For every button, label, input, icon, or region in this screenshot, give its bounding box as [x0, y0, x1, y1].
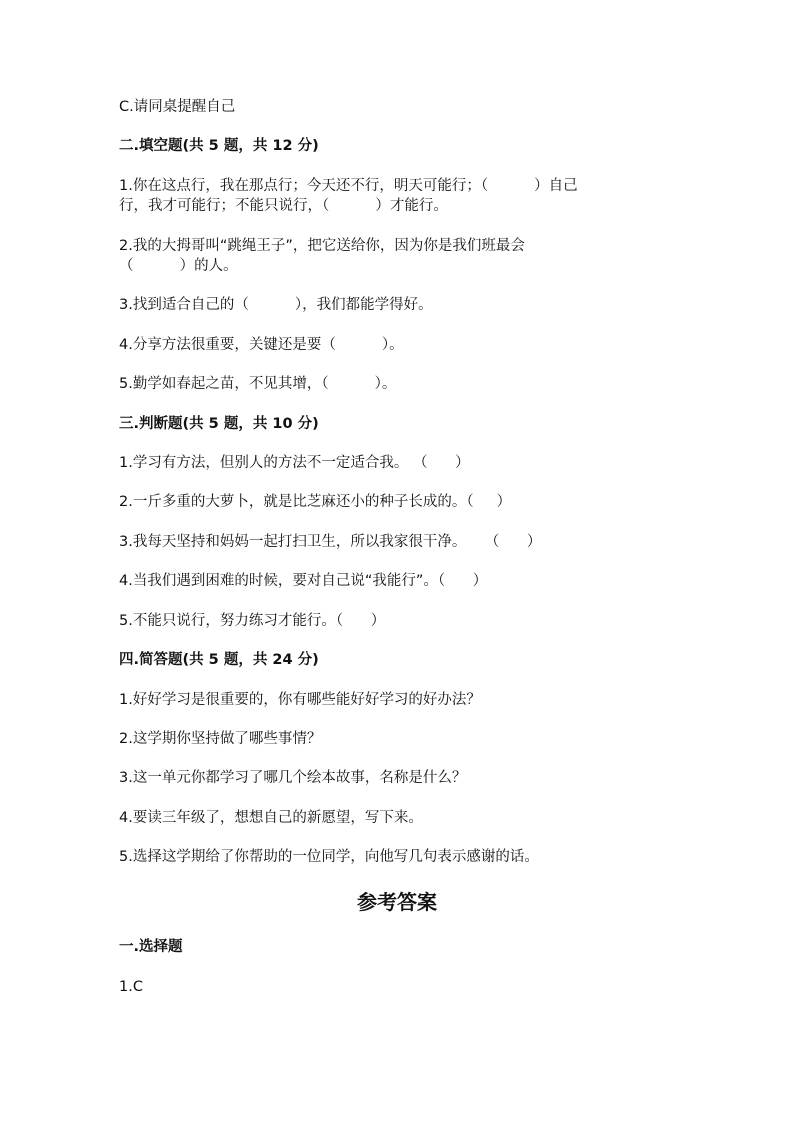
short-answer-section-heading: 四.简答题(共 5 题，共 24 分): [119, 652, 319, 668]
fill-in-section-heading: 二.填空题(共 5 题，共 12 分): [119, 138, 319, 154]
short-question-4: 4.要读三年级了，想想自己的新愿望，写下来。: [119, 810, 423, 826]
short-question-2: 2.这学期你坚持做了哪些事情？: [119, 731, 322, 747]
judge-question-2: 2.一斤多重的大萝卜，就是比芝麻还小的种子长成的。（ ）: [119, 494, 512, 510]
fill-question-1-line-2: 行，我才可能行；不能只说行，（ ）才能行。: [119, 198, 448, 214]
judge-question-5: 5.不能只说行，努力练习才能行。（ ）: [119, 613, 386, 629]
fill-question-5: 5.勤学如春起之苗，不见其增，（ ）。: [119, 376, 397, 392]
fill-question-1-line-1: 1.你在这点行，我在那点行；今天还不行，明天可能行；（ ）自己: [119, 178, 578, 194]
answer-section-1-heading: 一.选择题: [119, 939, 183, 955]
fill-question-2-line-2: （ ）的人。: [119, 258, 238, 274]
prev-question-option-c: C.请同桌提醒自己: [119, 99, 236, 115]
judge-question-3: 3.我每天坚持和妈妈一起打扫卫生，所以我家很干净。 （ ）: [119, 534, 542, 550]
judge-question-1: 1.学习有方法，但别人的方法不一定适合我。 （ ）: [119, 455, 470, 471]
short-question-1: 1.好好学习是很重要的，你有哪些能好好学习的好办法？: [119, 692, 481, 708]
fill-question-3: 3.找到适合自己的（ ），我们都能学得好。: [119, 297, 433, 313]
short-question-3: 3.这一单元你都学习了哪几个绘本故事，名称是什么？: [119, 770, 467, 786]
answer-1: 1.C: [119, 979, 143, 995]
judge-section-heading: 三.判断题(共 5 题，共 10 分): [119, 416, 319, 432]
judge-question-4: 4.当我们遇到困难的时候，要对自己说“我能行”。（ ）: [119, 573, 488, 589]
fill-question-2-line-1: 2.我的大拇哥叫“跳绳王子”，把它送给你，因为你是我们班最会: [119, 238, 525, 254]
answer-key-title: 参考答案: [357, 890, 437, 914]
fill-question-4: 4.分享方法很重要，关键还是要（ ）。: [119, 337, 404, 353]
short-question-5: 5.选择这学期给了你帮助的一位同学，向他写几句表示感谢的话。: [119, 849, 539, 865]
